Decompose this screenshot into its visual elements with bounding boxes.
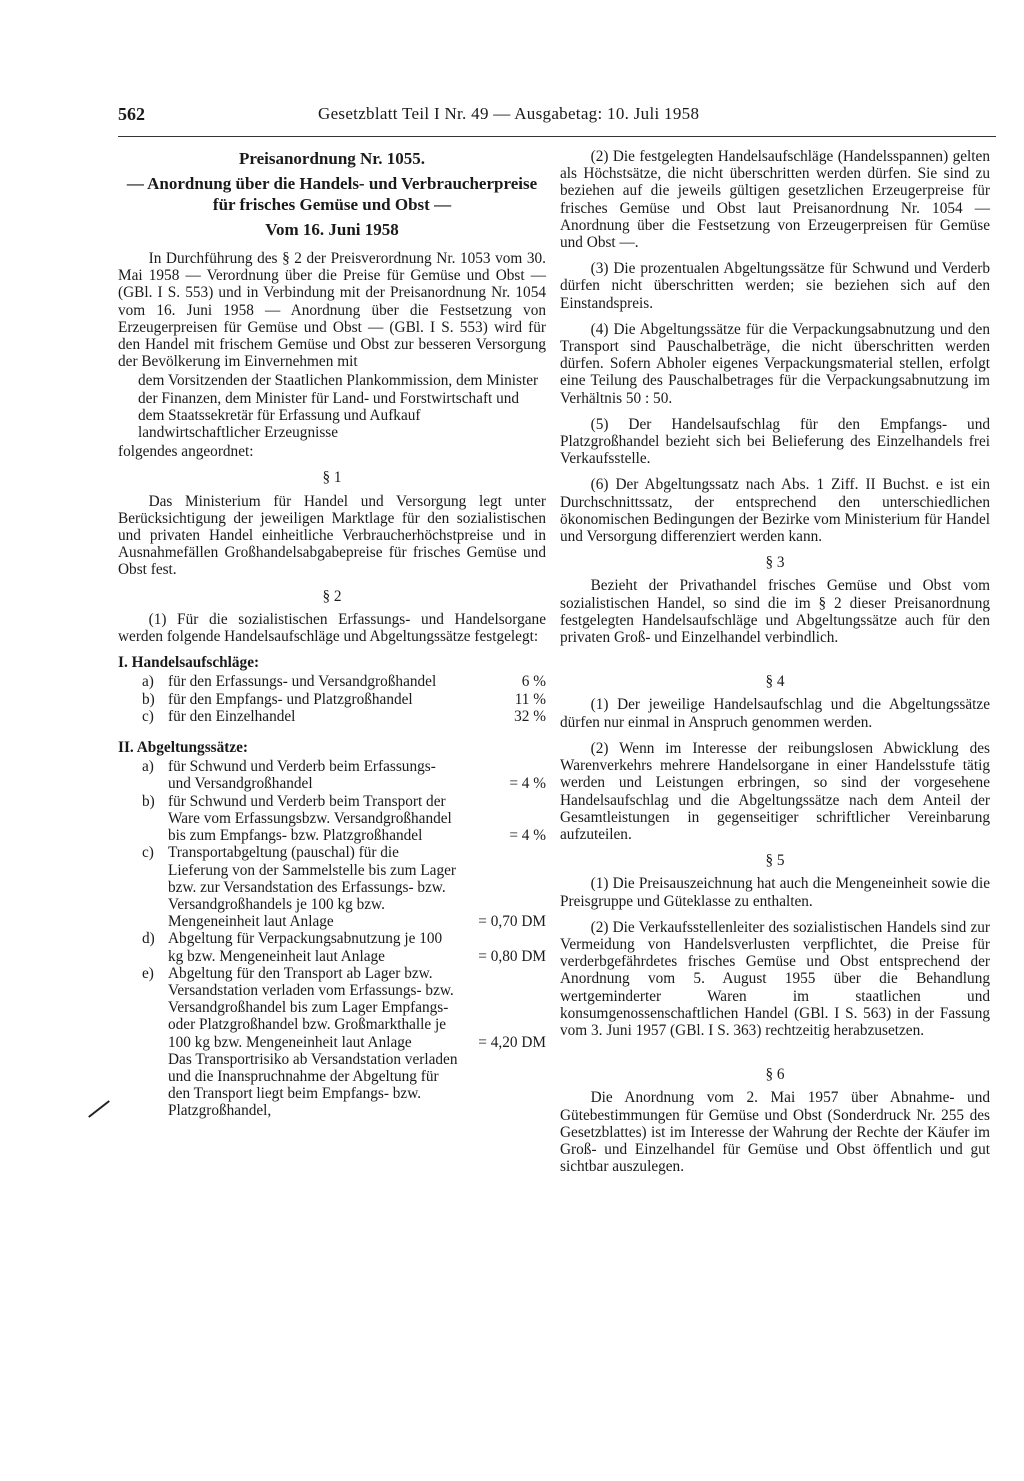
list-item (142, 1051, 546, 1120)
header-rule (118, 136, 996, 137)
section-2-para-5: (5) Der Handelsaufschlag für den Empfangs- und Platzgroßhandel bezieht sich bei Belieferung des Einzelhandels frei Verkaufsstelle. (560, 415, 990, 468)
item-label: c) (142, 844, 154, 862)
ordinance-number: Preisanordnung Nr. 1055. (238, 149, 426, 168)
item-label: b) (142, 792, 155, 810)
abgeltungssaetze-list (118, 758, 546, 1119)
item-text: für den Erfassungs- und Versandgroßhandel (168, 673, 437, 691)
list-item (142, 708, 546, 725)
section-5-para-2: (2) Die Verkaufsstellenleiter des sozialistischen Handels sind zur Vermeidung von Handelsverlusten verpflichtet, die Preise für verderbgefährdetes frisches Gemüse und Obst entsprechend der Anordnung vom 5. August 1955 über die Behandlung wertgeminderter Waren im staatlichen und konsumgenossenschaftlichen Handel (GBl. I S. 563) in der Fassung vom 3. Juni 1957 (GBl. I S. 363) rechtzeitig herabzusetzen. (560, 918, 990, 1039)
item-value: = 4 % (509, 775, 546, 793)
intro-paragraph: In Durchführung des § 2 der Preisverordnung Nr. 1053 vom 30. Mai 1958 — Verordnung über die Preise für Gemüse und Obst — (GBl. I S. 553) und in Verbindung mit der Preisanordnung Nr. 1054 vom 16. Juni 1958 — Anordnung über die Festsetzung von Erzeugerpreisen für Gemüse und Obst — (GBl. I S. 553) wird für den Handel mit frischem Gemüse und Obst zur besseren Versorgung der Bevölkerung im Einvernehmen mit (118, 250, 546, 371)
ordinance-title: — Anordnung über die Handels- und Verbraucherpreise für frisches Gemüse und Obst — (126, 174, 538, 214)
item-text: Transportabgeltung (pauschal) für die Lieferung von der Sammelstelle bis zum Lager bzw. zur Versandstation des Erfassungs- bzw. Versandgroßhandels je 100 kg bzw. Mengeneinheit laut Anlage (168, 844, 456, 931)
item-value: = 4,20 DM (478, 1033, 546, 1051)
item-value: 11 % (514, 690, 546, 708)
section-4-para-1: (1) Der jeweilige Handelsaufschlag und die Abgeltungssätze dürfen nur einmal in Anspruch genommen werden. (560, 696, 990, 731)
item-text: für den Empfangs- und Platzgroßhandel (168, 690, 413, 708)
list-item (142, 930, 546, 964)
item-value: = 0,80 DM (478, 947, 546, 965)
section-3-text: Bezieht der Privathandel frisches Gemüse und Obst vom sozialistischen Handel, so sind die im § 2 dieser Preisanordnung festgelegten Handelsaufschläge und Abgeltungssätze auch für den privaten Groß- und Einzelhandel verbindlich. (560, 577, 990, 647)
right-column (560, 148, 990, 1184)
section-5-para-1: (1) Die Preisauszeichnung hat auch die Mengeneinheit sowie die Preisgruppe und Güteklasse zu enthalten. (560, 875, 990, 910)
section-2-para-1: (1) Für die sozialistischen Erfassungs- und Handelsorgane werden folgende Handelsaufschläge und Abgeltungssätze festgelegt: (118, 610, 546, 646)
item-text: für Schwund und Verderb beim Transport der Ware vom Erfassungsbzw. Versandgroßhandel bis zum Empfangs- bzw. Platzgroßhandel (168, 792, 452, 845)
list-item (142, 844, 546, 930)
item-text: für den Einzelhandel (168, 707, 296, 725)
parties-paragraph: dem Vorsitzenden der Staatlichen Plankommission, dem Minister der Finanzen, dem Minister für Land- und Forstwirtschaft und dem Staatssekretär für Erfassung und Aufkauf landwirtschaftlicher Erzeugnisse (138, 372, 539, 442)
ordered-line: folgendes angeordnet: (118, 443, 254, 461)
item-label: e) (142, 964, 154, 982)
left-column (118, 148, 546, 1120)
section-2-heading: § 2 (322, 587, 342, 605)
handelsaufschlaege-heading: I. Handelsaufschläge: (118, 654, 260, 672)
item-label: a) (142, 673, 154, 691)
item-value: 6 % (521, 673, 546, 691)
abgeltungssaetze-heading: II. Abgeltungssätze: (118, 739, 249, 757)
list-item (142, 793, 546, 845)
list-item (142, 673, 546, 690)
item-text: Abgeltung für den Transport ab Lager bzw. Versandstation verladen vom Erfassungs- bzw. Versandgroßhandel bis zum Lager Empfangs- oder Platzgroßhandel bzw. Großmarkthalle je 100 kg bzw. Mengeneinheit laut Anlage (168, 964, 454, 1051)
item-value: = 4 % (509, 827, 546, 845)
section-2-para-2: (2) Die festgelegten Handelsaufschläge (Handelsspannen) gelten als Höchstsätze, die nicht überschritten werden dürfen. Sie sind zu beziehen auf die jeweils gültigen gesetzlichen Erzeugerpreise für frisches Gemüse und Obst laut Preisanordnung Nr. 1054 — Anordnung über die Festsetzung von Erzeugerpreisen für Gemüse und Obst —. (560, 148, 990, 252)
list-item (142, 758, 546, 792)
section-6-text: Die Anordnung vom 2. Mai 1957 über Abnahme- und Gütebestimmungen für Gemüse und Obst (Sonderdruck Nr. 255 des Gesetzblattes) ist im Interesse der Wahrung der Rechte der Käufer im Groß- und Einzelhandel für Gemüse und Obst öffentlich und gut sichtbar auszulegen. (560, 1089, 990, 1176)
ordinance-date: Vom 16. Juni 1958 (265, 220, 399, 239)
page-header (118, 104, 778, 128)
item-label: a) (142, 758, 154, 776)
item-label: c) (142, 707, 154, 725)
section-2-para-6: (6) Der Abgeltungssatz nach Abs. 1 Ziff. II Buchst. e ist ein Durchschnittssatz, der entsprechend den unterschiedlichen ökonomischen Bedingungen der Bezirke vom Ministerium für Handel und Versorgung differenziert werden kann. (560, 476, 990, 546)
section-5-heading: § 5 (765, 852, 785, 870)
item-text: für Schwund und Verderb beim Erfassungs- und Versandgroßhandel (168, 758, 436, 793)
section-1-heading: § 1 (322, 469, 342, 487)
handelsaufschlaege-list (118, 673, 546, 725)
item-label: b) (142, 690, 155, 708)
section-3-heading: § 3 (765, 554, 785, 572)
transport-risk-text: Das Transportrisiko ab Versandstation verladen und die Inanspruchnahme der Abgeltung für den Transport liegt beim Empfangs- bzw. Platzgroßhandel, (168, 1050, 458, 1120)
section-2-para-4: (4) Die Abgeltungssätze für die Verpackungsabnutzung und den Transport sind Pauschalbeträge, die nicht überschritten werden dürfen. Sofern Abholer eigenes Verpackungsmaterial stellen, erfolgt eine Teilung des Pauschalbetrages für die Verpackungsabnutzung im Verhältnis 50 : 50. (560, 320, 990, 407)
section-6-heading: § 6 (765, 1066, 785, 1084)
section-4-para-2: (2) Wenn im Interesse der reibungslosen Abwicklung des Warenverkehrs mehrere Handelsorgane in einer Handelsstufe tätig werden und Leistungen erbringen, so sind der vorgesehene Handelsaufschlag und die Abgeltungssätze nach dem Anteil der Gesamtleistungen in gegenseitiger schriftlicher Vereinbarung aufzuteilen. (560, 739, 990, 843)
list-item (142, 965, 546, 1051)
item-label: d) (142, 930, 155, 948)
item-text: Abgeltung für Verpackungsabnutzung je 100 kg bzw. Mengeneinheit laut Anlage (168, 930, 443, 965)
section-4-heading: § 4 (765, 673, 785, 691)
margin-pen-mark (88, 1100, 110, 1118)
item-value: = 0,70 DM (478, 913, 546, 931)
section-2-para-3: (3) Die prozentualen Abgeltungssätze für Schwund und Verderb dürfen nicht überschritten werden; sie beziehen sich auf den Einstandspreis. (560, 260, 990, 312)
list-item (142, 691, 546, 708)
page-number: 562 (118, 104, 145, 124)
item-value: 32 % (514, 707, 546, 725)
section-1-text: Das Ministerium für Handel und Versorgung legt unter Berücksichtigung der jeweiligen Marktlage für den sozialistischen und privaten Handel einheitliche Verbraucherhöchstpreise und in Ausnahmefällen Großhandelsabgabepreise für frisches Gemüse und Obst fest. (118, 492, 546, 579)
gazette-title: Gesetzblatt Teil I Nr. 49 — Ausgabetag: 10. Juli 1958 (318, 104, 700, 123)
